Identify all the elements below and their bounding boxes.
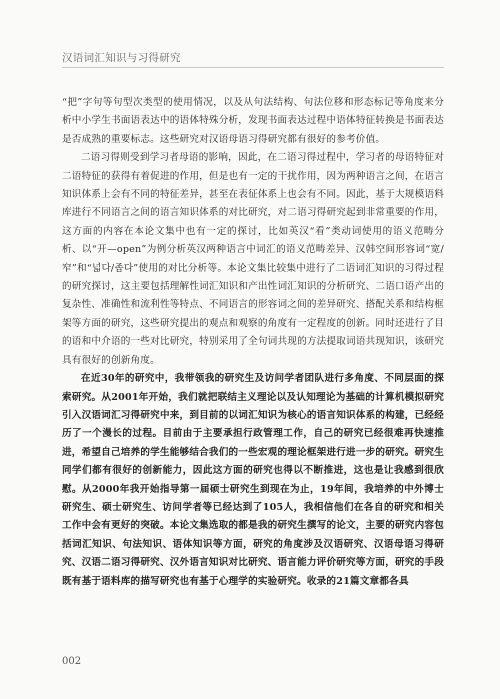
paragraph-2: 二语习得则受到学习者母语的影响，因此，在二语习得过程中，学习者的母语特征对二语特征的获得有着促进的作用，但是也有一定的干扰作用，因为两种语言之间，在语言知识体系上会有不同的特征差异，甚至在表征体系上也会有不同。因此，基于大规模语料库进行不同语言之间的语言知识体系的对比研究，对二语习得研究起到非常重要的作用，这方面的内容在本论文集中也有一定的探讨，比如英汉“看”类动词使用的语义范畴分析、以“开—open”为例分析英汉两种语言中词汇的语义范畴差异、汉韩空间形容词“宽/窄”和“넓다/좁다”使用的对比分析等。本论文集比较集中进行了二语词汇知识的习得过程的研究探讨，这主要包括理解性词汇知识和产出性词汇知识的分析研究、二语口语产出的复杂性、准确性和流利性等特点、不同语言的形容词之间的差异研究、搭配关系和结构框架等方面的研究，这些研究提出的观点和观察的角度有一定程度的创新。同时还进行了目的语和中介语的一些对比研究，特别采用了全句词共现的方法提取词语共现知识，该研究具有很好的创新角度。 <box>62 152 444 366</box>
header-divider <box>62 67 444 68</box>
body-text <box>62 94 444 591</box>
running-header: 汉语词汇知识与习得研究 <box>62 52 181 64</box>
page-number: 002 <box>62 656 82 667</box>
paragraph-1: “把”字句等句型次类型的使用情况，以及从句法结构、句法位移和形态标记等角度来分析中小学生书面语表达中的语体特殊分析，发现书面表达过程中语体特征转换是书面表达是否成熟的重要标志。这些研究对汉语母语习得研究都有很好的参考价值。 <box>62 97 444 145</box>
paragraph-3: 在近30年的研究中，我带领我的研究生及访问学者团队进行多角度、不同层面的探索研究。从2001年开始，我们就把联结主义理论以及认知理论为基础的计算机模拟研究引入汉语词汇习得研究中来，到目前的以词汇知识为核心的语言知识体系的构建，已经经历了一个漫长的过程。目前由于主要承担行政管理工作，自己的研究已经很难再快速推进，希望自己培养的学生能够结合我们的一些宏观的理论框架进行进一步的研究。研究生同学们都有很好的创新能力，因此这方面的研究也得以不断推进，这也是让我感到很欣慰。从2000年我开始指导第一届硕士研究生到现在为止，19年间，我培养的中外博士研究生、硕士研究生、访问学者等已经达到了105人，我相信他们在各自的研究和相关工作中会有更好的突破。本论文集选取的都是我的研究生撰写的论文，主要的研究内容包括词汇知识、句法知识、语体知识等方面，研究的角度涉及汉语研究、汉语母语习得研究、汉语二语习得研究、汉外语言知识对比研究、语言能力评价研究等方面，研究的手段既有基于语料库的描写研究也有基于心理学的实验研究。收录的21篇文章都各具 <box>62 373 444 587</box>
